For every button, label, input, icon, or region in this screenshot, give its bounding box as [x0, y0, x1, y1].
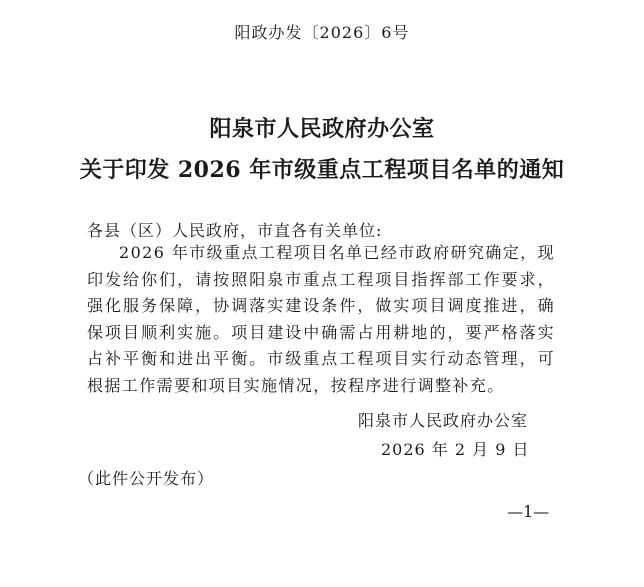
signature-office: 阳泉市人民政府办公室: [358, 411, 529, 430]
disclosure-note: （此件公开发布）: [78, 469, 215, 488]
signature-date: 2026 年 2 月 9 日: [381, 440, 530, 459]
document-title-line-1: 阳泉市人民政府办公室: [209, 116, 435, 142]
page-number: —1—: [507, 502, 550, 521]
document-title-line-2: 关于印发 2026 年市级重点工程项目名单的通知: [79, 157, 565, 183]
addressee: 各县（区）人民政府，市直各有关单位:: [87, 221, 383, 240]
body-paragraph: 2026 年市级重点工程项目名单已经市政府研究确定，现印发给你们，请按照阳泉市重点工程项目指挥部工作要求，强化服务保障，协调落实建设条件，做实项目调度推进，确保项目顺利实施。项目建设中确需占用耕地的，要严格落实占补平衡和进出平衡。市级重点工程项目实行动态管理，可根据工作需要和项目实施情况，按程序进行调整补充。: [87, 243, 555, 395]
document-number: 阳政办发〔2026〕6号: [234, 23, 410, 42]
